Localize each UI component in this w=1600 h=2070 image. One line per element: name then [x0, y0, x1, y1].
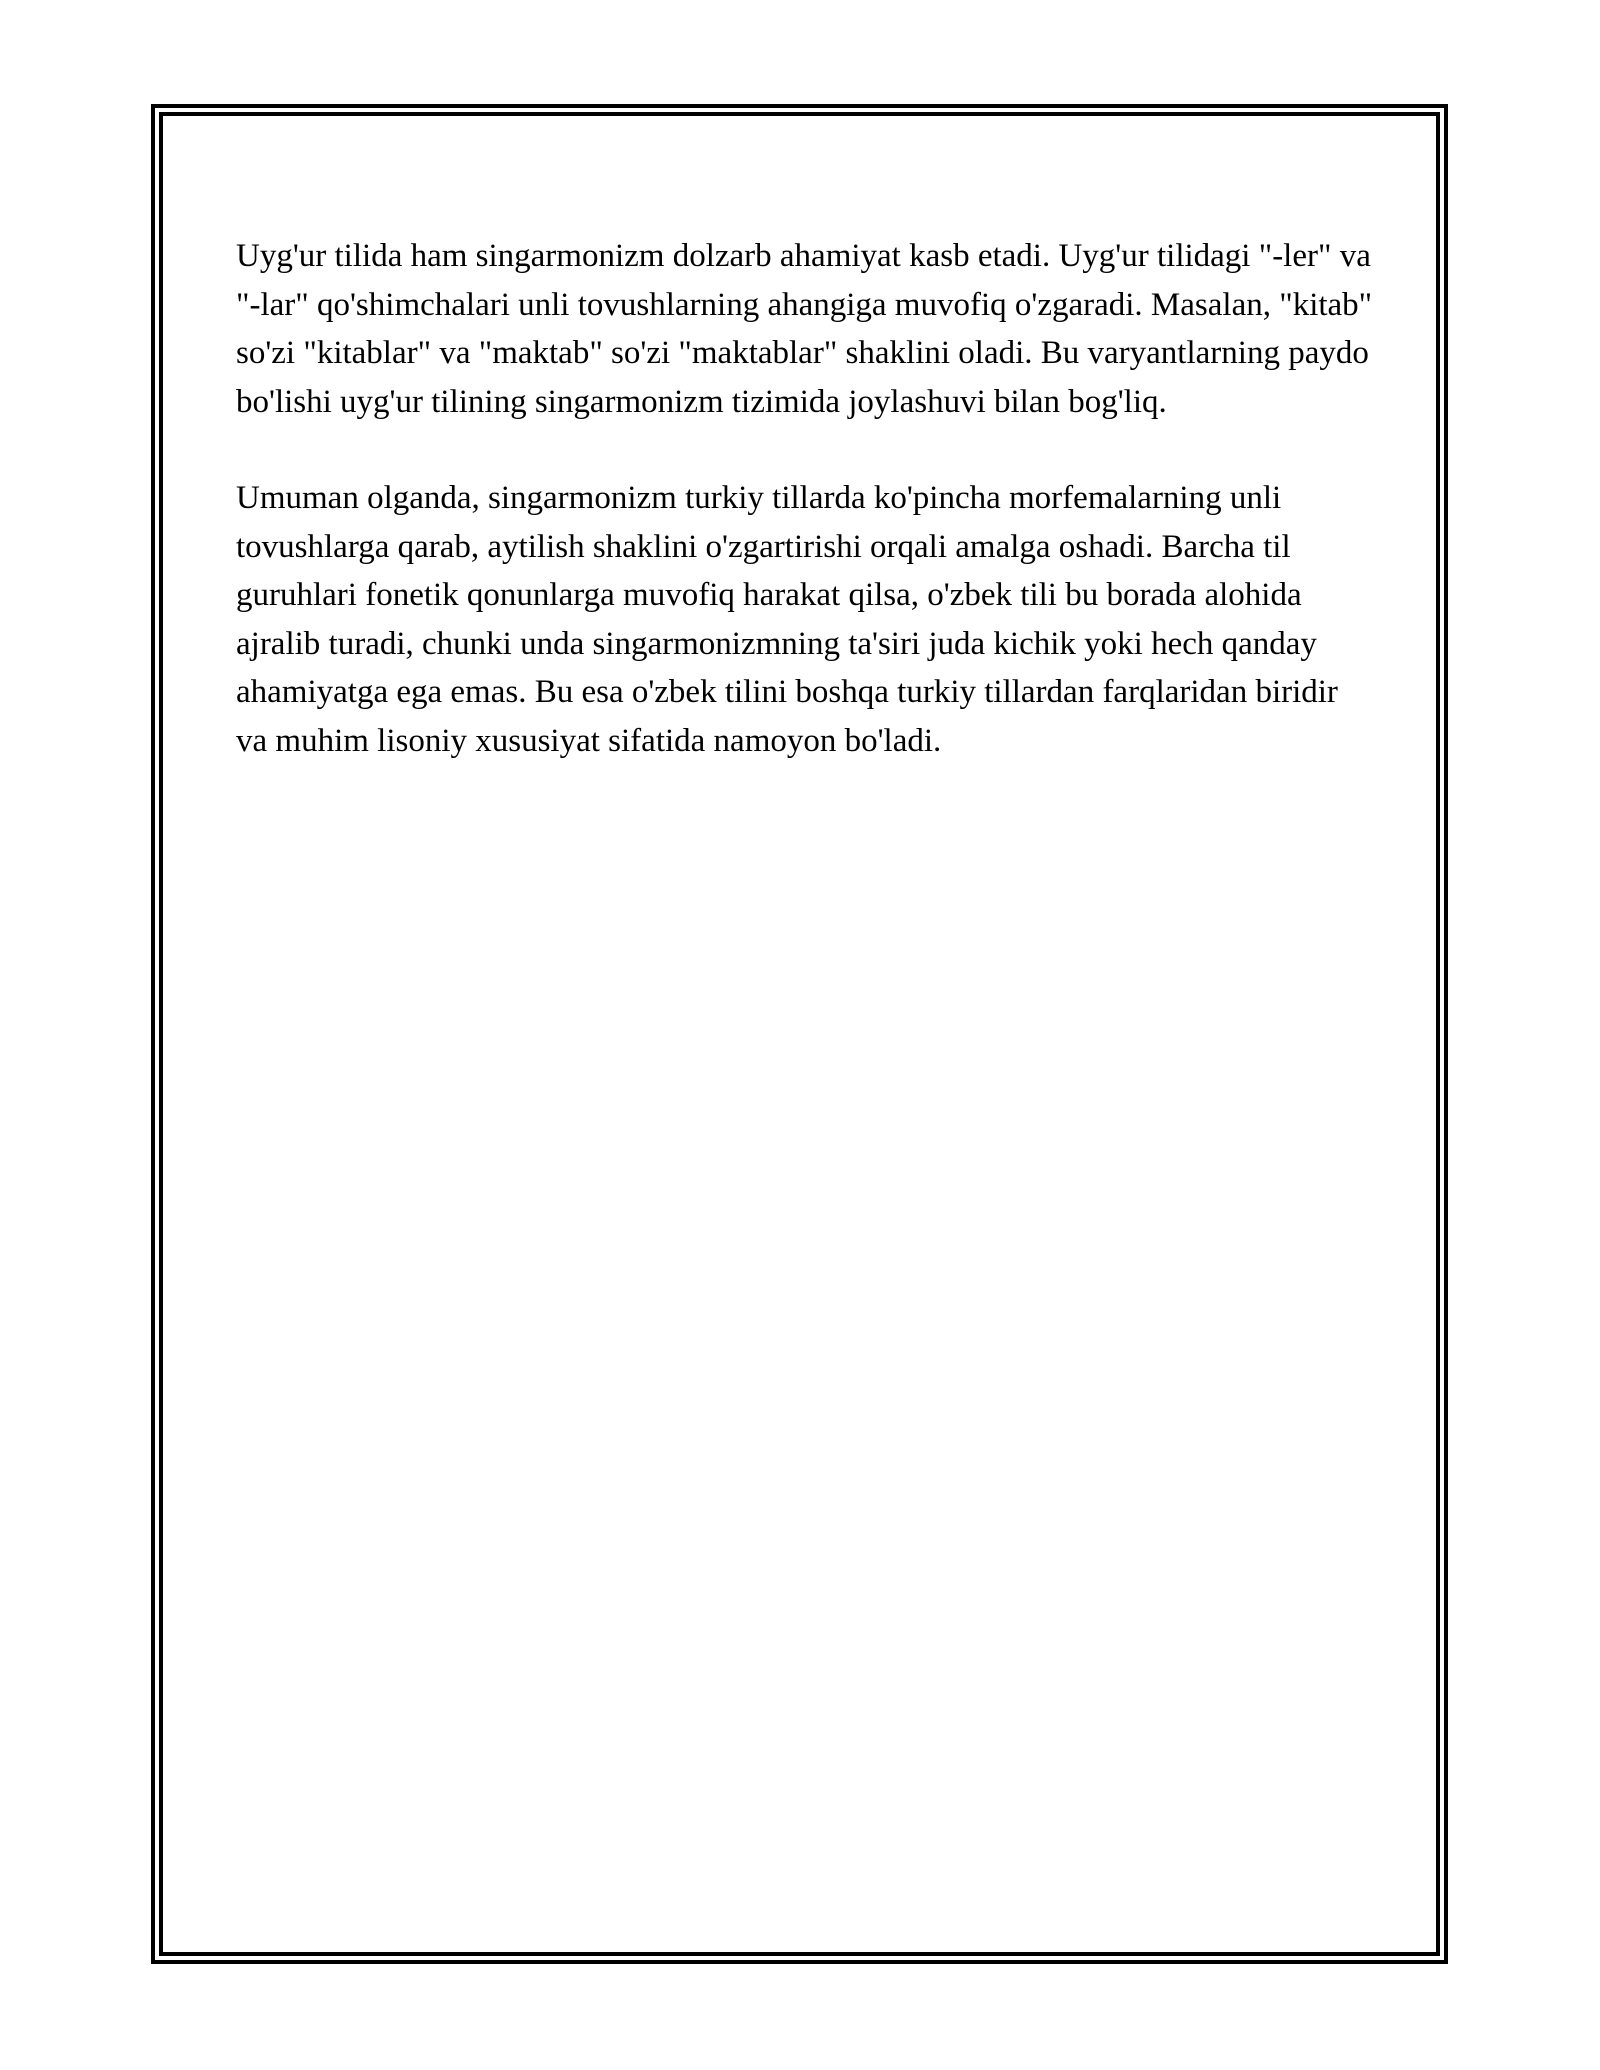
paragraph-uyghur-singarmonizm: Uyg'ur tilida ham singarmonizm dolzarb ahamiyat kasb etadi. Uyg'ur tilidagi "-ler" va "-lar" qo'shimchalari unli tovushlarning ahangiga muvofiq o'zgaradi. Masalan, "kitab" so'zi "kitablar" va "maktab" so'zi "maktablar" shaklini oladi. Bu varyantlarning paydo bo'lishi uyg'ur tilining singarmonizm tizimida joylashuvi bilan bog'liq.	[236, 238, 1373, 420]
paragraph-summary: Umuman olganda, singarmonizm turkiy tillarda ko'pincha morfemalarning unli tovushlarga qarab, aytilish shaklini o'zgartirishi orqali amalga oshadi. Barcha til guruhlari fonetik qonunlarga muvofiq harakat qilsa, o'zbek tili bu borada alohida ajralib turadi, chunki unda singarmonizmning ta'siri juda kichik yoki hech qanday ahamiyatga ega emas. Bu esa o'zbek tilini boshqa turkiy tillardan farqlaridan biridir va muhim lisoniy xususiyat sifatida namoyon bo'ladi.	[236, 480, 1338, 759]
document-body	[236, 232, 1376, 813]
